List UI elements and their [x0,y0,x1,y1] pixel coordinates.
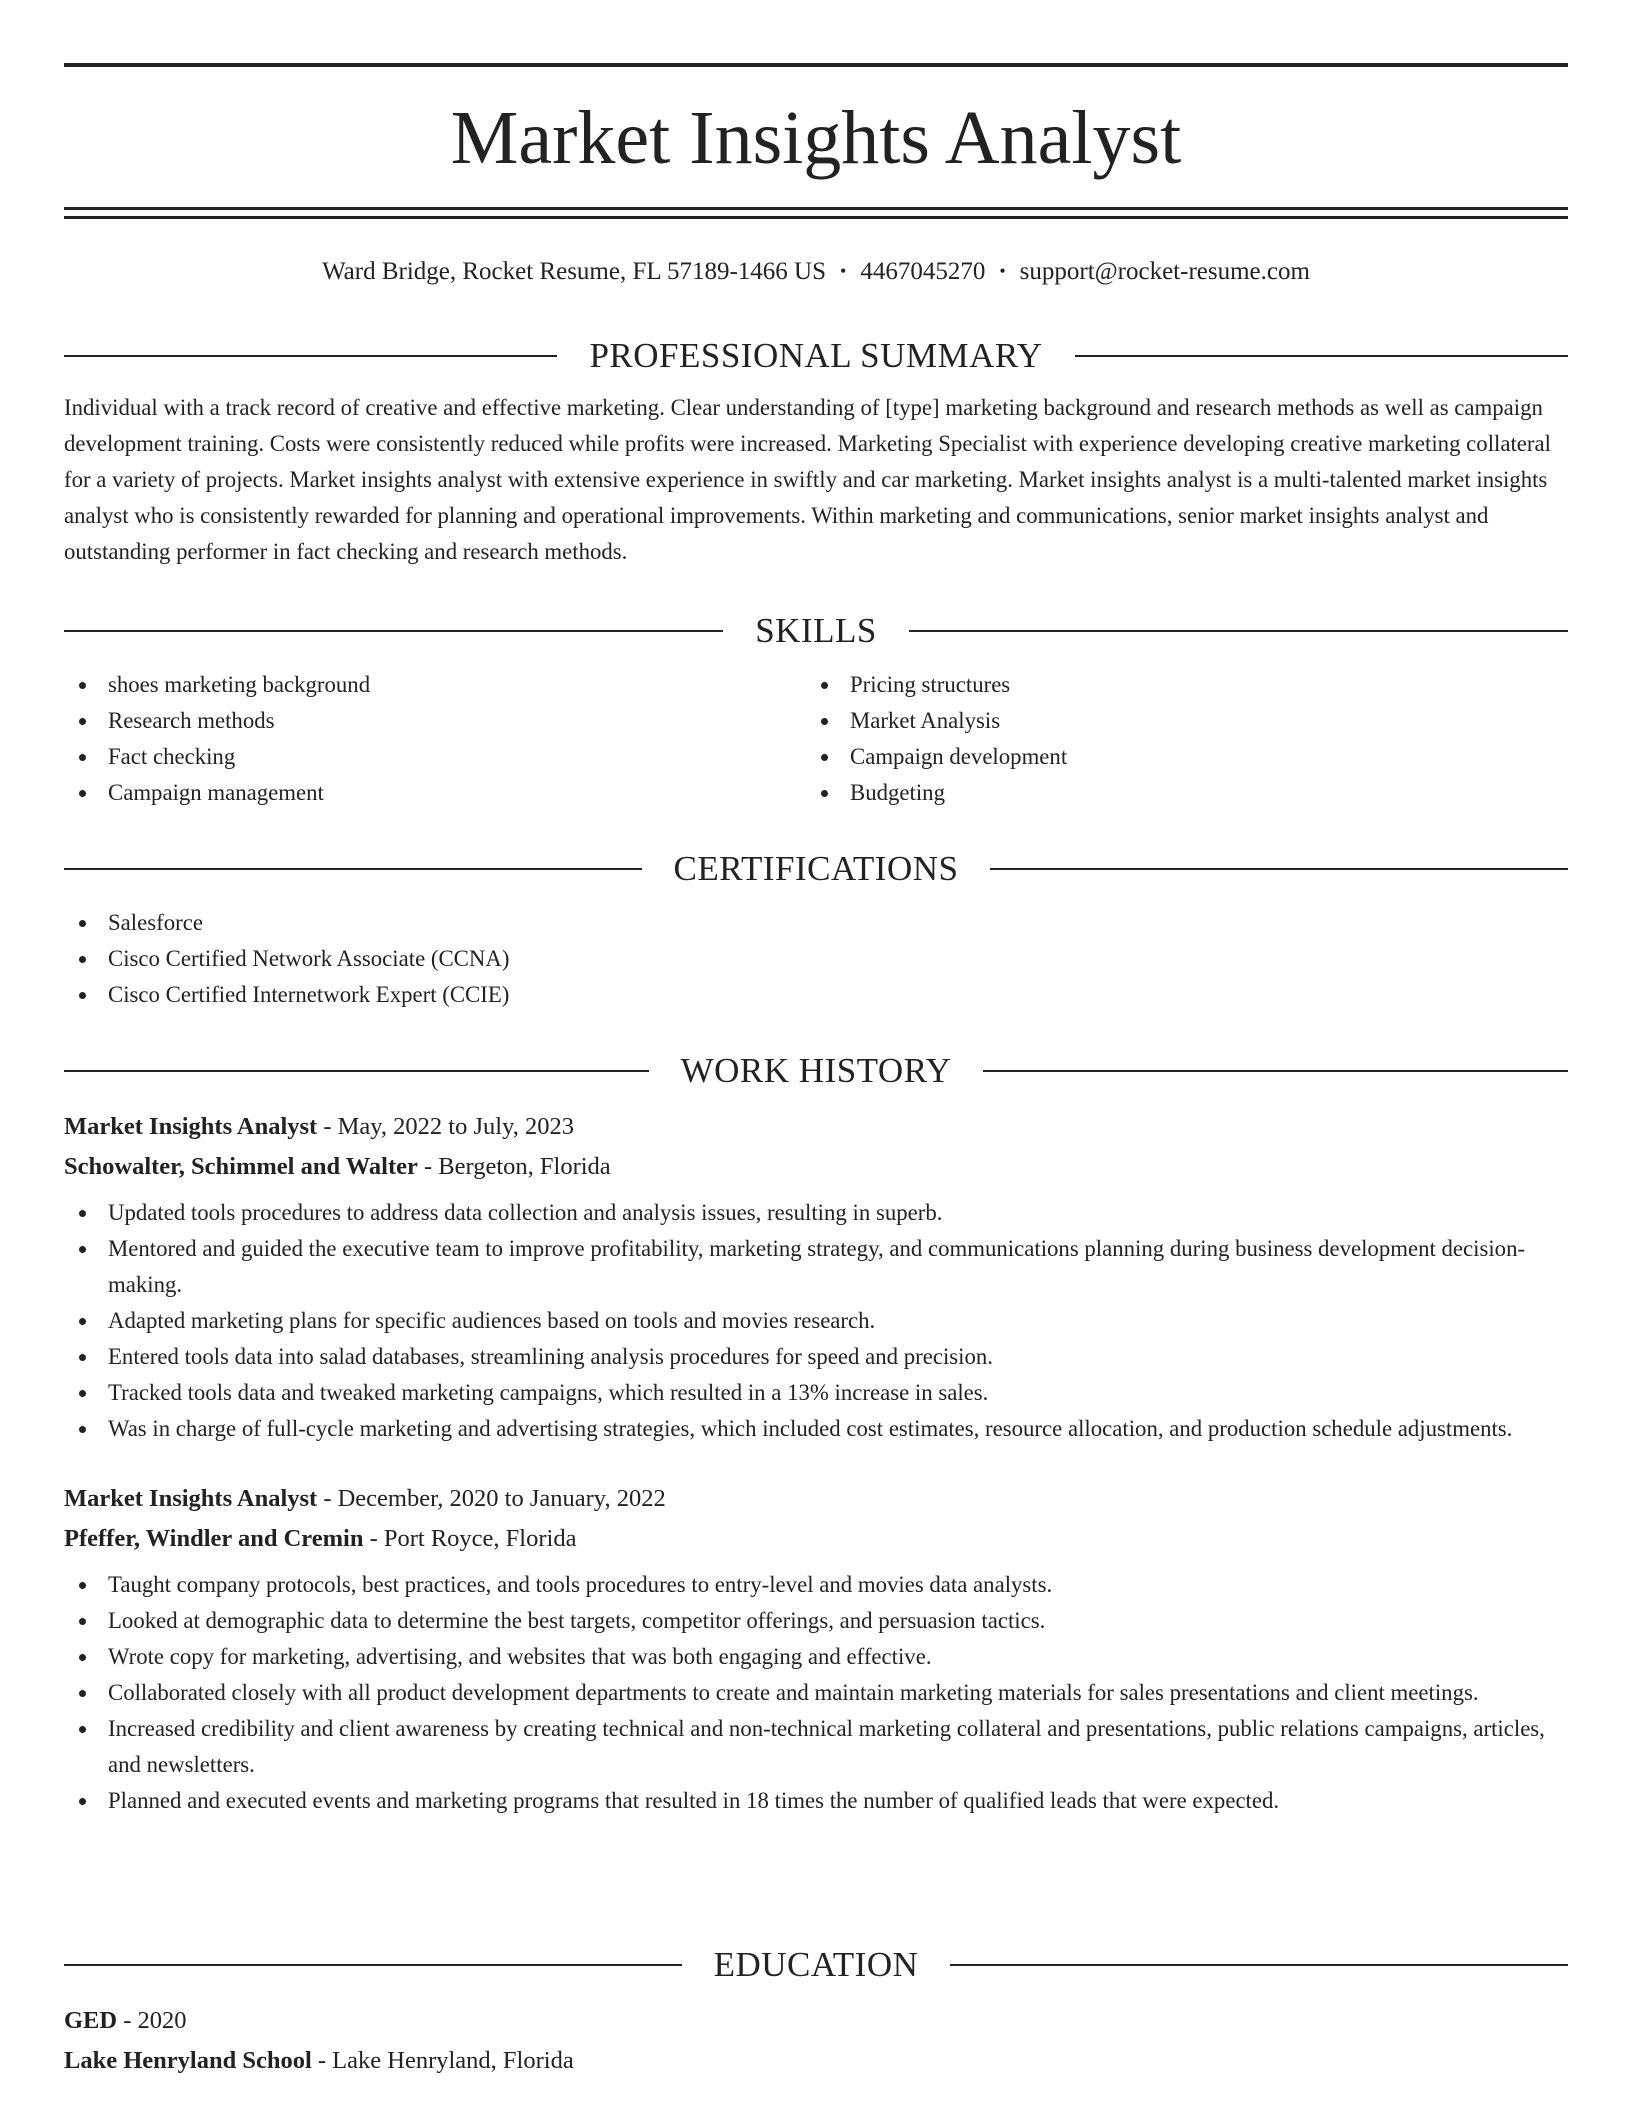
job-company-line [64,1519,1568,1559]
job-entry [64,1107,1568,1447]
skill-item: Campaign development [806,739,1548,775]
job-bullet: Tracked tools data and tweaked marketing campaigns, which resulted in a 13% increase in sales. [64,1375,1568,1411]
heading-rule [909,630,1568,632]
job-bullet: Planned and executed events and marketing programs that resulted in 18 times the number of qualified leads that were expected. [64,1783,1568,1819]
job-bullets [64,1567,1568,1819]
skills-section [64,607,1568,811]
job-entry [64,1479,1568,1819]
job-location: - Bergeton, Florida [417,1153,611,1180]
section-heading [64,1941,1568,1989]
job-bullet: Wrote copy for marketing, advertising, and websites that was both engaging and effective. [64,1639,1568,1675]
job-bullet: Entered tools data into salad databases, streamlining analysis procedures for speed and precision. [64,1339,1568,1375]
header-top-rule [64,63,1568,67]
contact-line [64,253,1568,290]
header-double-rule-upper [64,207,1568,210]
skill-item: Fact checking [64,739,806,775]
job-bullet: Was in charge of full-cycle marketing and advertising strategies, which included cost estimates, resource allocation, and production schedule adjustments. [64,1411,1568,1447]
contact-separator: • [999,261,1006,281]
certification-item: Cisco Certified Network Associate (CCNA) [64,941,1568,977]
job-company: Pfeffer, Windler and Cremin [64,1525,364,1552]
job-title-line [64,1107,1568,1147]
heading-rule [1075,355,1568,357]
job-dates: - December, 2020 to January, 2022 [317,1485,666,1512]
heading-rule [64,630,723,632]
job-bullet: Taught company protocols, best practices, and tools procedures to entry-level and movies data analysts. [64,1567,1568,1603]
job-bullet: Collaborated closely with all product development departments to create and maintain marketing materials for sales presentations and client meetings. [64,1675,1568,1711]
job-dates: - May, 2022 to July, 2023 [317,1113,574,1140]
job-location: - Port Royce, Florida [363,1525,577,1552]
job-company: Schowalter, Schimmel and Walter [64,1153,418,1180]
certifications-heading: CERTIFICATIONS [673,849,959,888]
job-bullet: Updated tools procedures to address data collection and analysis issues, resulting in superb. [64,1195,1568,1231]
summary-heading: PROFESSIONAL SUMMARY [589,336,1043,375]
summary-text: Individual with a track record of creative and effective marketing. Clear understanding of [type] marketing background and research methods as well as campaign development training. Costs were consistently reduced while profits were increased. Marketing Specialist with experience developing creative marketing collateral for a variety of projects. Market insights analyst with extensive experience in swiftly and car marketing. Market insights analyst is a multi-talented market insights analyst who is consistently rewarded for planning and operational improvements. Within marketing and communications, senior market insights analyst and outstanding performer in fact checking and research methods. [64,395,1551,564]
job-title: Market Insights Analyst [64,1485,318,1512]
section-heading [64,607,1568,655]
education-location: - Lake Henryland, Florida [311,2047,574,2074]
work-history-section [64,1047,1568,1819]
skill-item: shoes marketing background [64,667,806,703]
heading-rule [64,1964,682,1966]
education-year: - 2020 [117,2007,187,2034]
certifications-section [64,845,1568,1013]
education-entry [64,2001,1568,2081]
resume-title: Market Insights Analyst [450,96,1182,180]
heading-rule [64,1070,649,1072]
section-heading [64,845,1568,893]
skill-item: Budgeting [806,775,1548,811]
education-school: Lake Henryland School [64,2047,312,2074]
skills-list-right [806,667,1548,811]
section-heading [64,1047,1568,1095]
certification-item: Salesforce [64,905,1568,941]
education-heading: EDUCATION [713,1945,919,1984]
job-bullet: Looked at demographic data to determine the best targets, competitor offerings, and persuasion tactics. [64,1603,1568,1639]
job-company-line [64,1147,1568,1187]
job-bullet: Mentored and guided the executive team to improve profitability, marketing strategy, and communications planning during business development decision-making. [64,1231,1568,1303]
summary-section [64,332,1568,570]
job-title: Market Insights Analyst [64,1113,318,1140]
skill-item: Research methods [64,703,806,739]
job-bullet: Increased credibility and client awareness by creating technical and non-technical marketing collateral and presentations, public relations campaigns, articles, and newsletters. [64,1711,1568,1783]
certifications-list [64,905,1568,1013]
skill-item: Pricing structures [806,667,1548,703]
education-degree: GED [64,2007,118,2034]
skill-item: Market Analysis [806,703,1548,739]
contact-separator: • [840,261,847,281]
heading-rule [990,868,1568,870]
contact-address: Ward Bridge, Rocket Resume, FL 57189-1466 US [322,258,827,285]
skills-heading: SKILLS [755,611,877,650]
job-bullets [64,1195,1568,1447]
certification-item: Cisco Certified Internetwork Expert (CCIE) [64,977,1568,1013]
job-title-line [64,1479,1568,1519]
heading-rule [64,868,642,870]
education-section [64,1941,1568,2081]
header-double-rule-lower [64,216,1568,219]
contact-email: support@rocket-resume.com [1019,258,1310,285]
heading-rule [983,1070,1568,1072]
contact-phone: 4467045270 [860,258,986,285]
skills-columns [64,667,1568,811]
heading-rule [64,355,557,357]
heading-rule [950,1964,1568,1966]
skills-list-left [64,667,806,811]
education-school-line [64,2041,1568,2081]
section-heading [64,332,1568,380]
skill-item: Campaign management [64,775,806,811]
education-degree-line [64,2001,1568,2041]
job-bullet: Adapted marketing plans for specific audiences based on tools and movies research. [64,1303,1568,1339]
work-history-heading: WORK HISTORY [680,1051,952,1090]
